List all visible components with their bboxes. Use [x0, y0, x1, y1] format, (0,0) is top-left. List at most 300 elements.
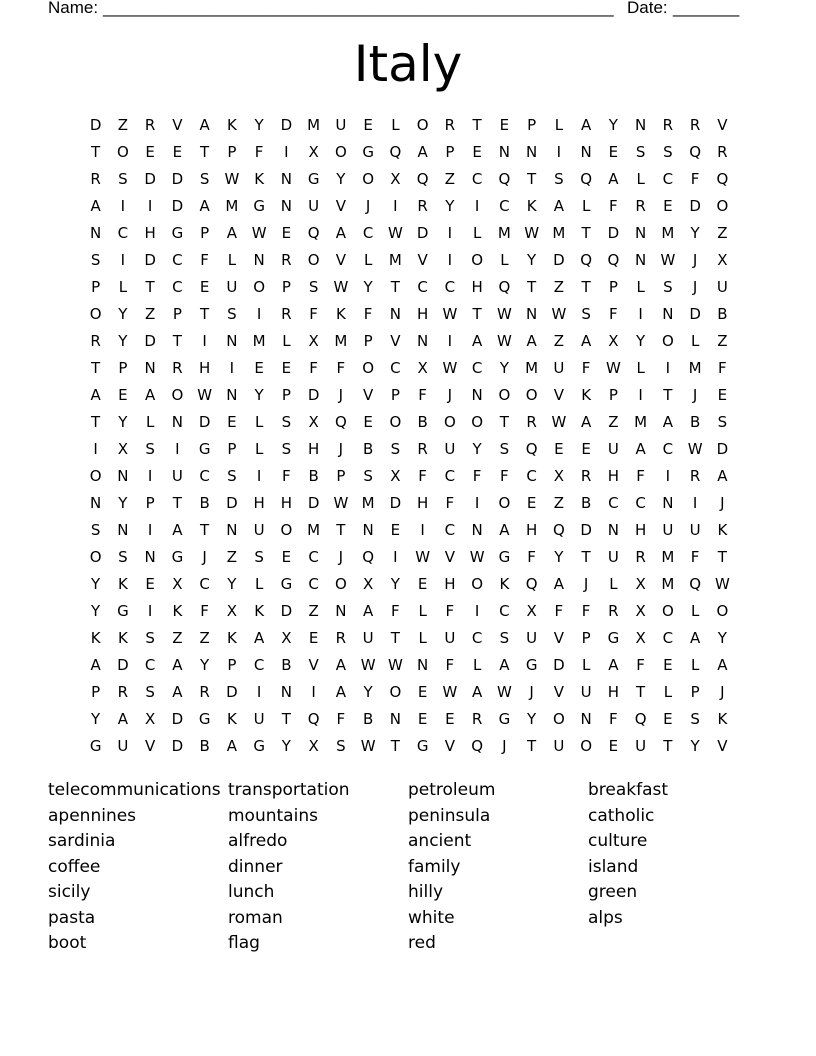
grid-letter: Z	[608, 413, 619, 431]
grid-row	[82, 355, 738, 382]
grid-letter: U	[689, 521, 701, 539]
grid-letter: D	[89, 116, 102, 134]
grid-letter: N	[144, 548, 156, 566]
grid-letter: A	[172, 521, 183, 539]
grid-letter: G	[198, 710, 211, 728]
grid-letter: B	[717, 305, 728, 323]
grid-letter: F	[445, 494, 455, 512]
grid-letter: X	[172, 575, 183, 593]
grid-letter: M	[661, 575, 675, 593]
grid-letter: O	[661, 332, 674, 350]
grid-row	[82, 166, 738, 193]
grid-letter: R	[199, 683, 210, 701]
grid-row	[82, 112, 738, 139]
grid-letter: X	[362, 575, 374, 593]
grid-letter: P	[281, 386, 291, 404]
grid-letter: E	[717, 386, 728, 404]
grid-letter: R	[335, 629, 347, 647]
grid-letter: M	[252, 332, 266, 350]
grid-letter: L	[418, 602, 427, 620]
grid-letter: N	[662, 305, 674, 323]
grid-letter: O	[362, 359, 375, 377]
grid-letter: W	[714, 575, 730, 593]
grid-letter: U	[526, 629, 538, 647]
grid-letter: C	[471, 170, 483, 188]
grid-letter: X	[308, 143, 319, 161]
grid-letter: F	[581, 359, 591, 377]
grid-letter: E	[417, 683, 428, 701]
name-label: Name:	[48, 0, 99, 17]
grid-letter: V	[390, 332, 401, 350]
grid-letter: E	[281, 548, 292, 566]
word-bank-column	[48, 778, 228, 957]
grid-letter: J	[583, 575, 589, 593]
grid-letter: K	[335, 305, 346, 323]
grid-letter: N	[144, 359, 156, 377]
grid-letter: L	[663, 683, 673, 701]
grid-letter: M	[661, 548, 675, 566]
grid-letter: Y	[690, 737, 700, 755]
grid-letter: U	[117, 737, 129, 755]
grid-letter: L	[282, 332, 291, 350]
grid-letter: E	[363, 413, 373, 431]
grid-letter: G	[307, 170, 320, 188]
grid-letter: S	[554, 170, 564, 188]
grid-letter: O	[716, 602, 729, 620]
grid-letter: W	[251, 224, 267, 242]
grid-letter: E	[227, 413, 237, 431]
grid-letter: J	[720, 494, 725, 512]
grid-letter: N	[117, 521, 129, 539]
grid-letter: G	[362, 143, 374, 161]
grid-letter: E	[281, 224, 292, 242]
grid-letter: N	[253, 251, 265, 269]
grid-letter: S	[663, 278, 673, 296]
grid-letter: I	[229, 359, 235, 377]
grid-letter: W	[660, 251, 676, 269]
grid-letter: O	[334, 143, 347, 161]
grid-row	[82, 220, 738, 247]
grid-row	[82, 436, 738, 463]
grid-row	[82, 328, 738, 355]
grid-letter: P	[227, 656, 237, 674]
grid-letter: A	[335, 224, 346, 242]
grid-letter: C	[662, 629, 674, 647]
grid-letter: I	[202, 332, 207, 350]
grid-letter: F	[282, 467, 291, 485]
grid-letter: K	[172, 602, 183, 620]
grid-letter: J	[692, 251, 698, 269]
grid-letter: P	[172, 305, 182, 323]
grid-letter: C	[662, 440, 674, 458]
word-bank-item: ancient	[408, 831, 472, 851]
grid-letter: Y	[363, 683, 373, 701]
grid-letter: W	[551, 305, 567, 323]
grid-letter: Z	[553, 332, 565, 350]
grid-letter: A	[144, 386, 156, 404]
grid-letter: F	[309, 305, 318, 323]
grid-row	[82, 247, 738, 274]
grid-letter: G	[253, 737, 265, 755]
grid-letter: G	[171, 224, 184, 242]
grid-letter: N	[498, 143, 510, 161]
grid-row	[82, 679, 738, 706]
grid-letter: K	[226, 710, 237, 728]
grid-letter: A	[580, 413, 592, 431]
word-bank-item: hilly	[408, 882, 444, 902]
grid-letter: D	[171, 170, 184, 188]
grid-letter: F	[309, 359, 318, 377]
grid-letter: V	[335, 251, 346, 269]
grid-letter: Q	[689, 575, 702, 593]
grid-letter: Z	[308, 602, 319, 620]
grid-letter: V	[553, 386, 564, 404]
grid-letter: L	[418, 629, 427, 647]
grid-letter: Y	[499, 359, 509, 377]
grid-letter: Q	[307, 710, 320, 728]
grid-letter: L	[254, 440, 264, 458]
grid-letter: I	[147, 521, 153, 539]
grid-letter: V	[362, 386, 374, 404]
grid-row	[82, 517, 738, 544]
grid-letter: Z	[226, 548, 238, 566]
word-bank-item: pasta	[48, 907, 96, 928]
grid-letter: W	[224, 170, 240, 188]
grid-letter: L	[254, 413, 264, 431]
grid-letter: X	[635, 602, 646, 620]
word-bank-item: flag	[228, 933, 260, 953]
grid-letter: K	[90, 629, 101, 647]
grid-letter: O	[471, 575, 484, 593]
grid-letter: N	[280, 683, 292, 701]
word-bank-item: roman	[228, 907, 283, 928]
grid-letter: W	[496, 305, 512, 323]
grid-letter: I	[447, 224, 453, 242]
grid-letter: U	[226, 278, 238, 296]
grid-letter: R	[90, 170, 101, 188]
grid-letter: S	[663, 143, 673, 161]
grid-letter: J	[202, 548, 207, 566]
grid-letter: O	[498, 494, 511, 512]
grid-letter: M	[334, 332, 348, 350]
grid-letter: A	[499, 521, 510, 539]
grid-letter: S	[90, 251, 101, 269]
grid-letter: Q	[580, 170, 593, 188]
grid-row	[82, 544, 738, 571]
grid-letter: I	[120, 251, 126, 269]
worksheet-header	[48, 0, 748, 19]
grid-letter: A	[471, 683, 483, 701]
grid-letter: R	[635, 548, 646, 566]
grid-letter: D	[226, 494, 238, 512]
grid-letter: Y	[636, 332, 646, 350]
grid-letter: E	[445, 710, 455, 728]
grid-letter: X	[281, 629, 292, 647]
grid-letter: L	[363, 251, 373, 269]
grid-letter: A	[553, 197, 564, 215]
grid-letter: P	[608, 386, 618, 404]
grid-letter: I	[284, 143, 289, 161]
grid-letter: G	[253, 197, 265, 215]
grid-letter: V	[417, 251, 428, 269]
grid-letter: N	[417, 656, 429, 674]
grid-letter: C	[117, 224, 129, 242]
grid-letter: E	[663, 197, 673, 215]
grid-letter: P	[336, 467, 346, 485]
grid-letter: E	[663, 656, 673, 674]
word-bank-item: breakfast	[588, 780, 669, 800]
grid-letter: C	[444, 521, 456, 539]
grid-letter: W	[496, 683, 512, 701]
grid-letter: Q	[498, 278, 511, 296]
grid-letter: P	[390, 386, 400, 404]
grid-letter: W	[551, 413, 567, 431]
grid-letter: I	[474, 197, 480, 215]
grid-letter: Q	[334, 413, 347, 431]
grid-letter: S	[499, 440, 510, 458]
grid-letter: S	[717, 413, 728, 431]
grid-letter: W	[197, 386, 213, 404]
grid-letter: S	[690, 710, 700, 728]
grid-letter: H	[607, 467, 620, 485]
grid-letter: N	[471, 521, 483, 539]
grid-letter: W	[496, 332, 512, 350]
grid-letter: T	[91, 143, 101, 161]
grid-letter: R	[172, 359, 183, 377]
grid-letter: S	[145, 629, 155, 647]
grid-letter: O	[171, 386, 184, 404]
grid-letter: F	[445, 602, 455, 620]
grid-letter: K	[717, 521, 728, 539]
grid-letter: D	[689, 197, 701, 215]
grid-letter: U	[607, 440, 619, 458]
grid-letter: Y	[717, 629, 727, 647]
grid-letter: A	[580, 332, 592, 350]
grid-row	[82, 652, 738, 679]
grid-letter: W	[469, 548, 485, 566]
grid-letter: I	[692, 494, 698, 512]
grid-letter: T	[145, 278, 155, 296]
grid-letter: N	[580, 710, 592, 728]
grid-letter: F	[609, 305, 618, 323]
grid-letter: A	[635, 440, 646, 458]
grid-letter: A	[526, 332, 537, 350]
grid-letter: A	[199, 116, 210, 134]
grid-letter: D	[689, 305, 701, 323]
grid-letter: U	[716, 278, 728, 296]
grid-row	[82, 733, 738, 760]
grid-letter: L	[254, 575, 264, 593]
grid-letter: W	[333, 278, 349, 296]
grid-letter: C	[499, 197, 510, 215]
grid-letter: E	[472, 143, 482, 161]
grid-letter: T	[663, 386, 673, 404]
grid-letter: W	[360, 656, 376, 674]
grid-letter: F	[254, 143, 264, 161]
grid-letter: P	[363, 332, 373, 350]
grid-letter: A	[499, 656, 510, 674]
grid-letter: R	[717, 143, 728, 161]
grid-letter: N	[471, 386, 483, 404]
grid-letter: N	[526, 143, 538, 161]
grid-letter: N	[226, 332, 238, 350]
grid-letter: I	[256, 305, 262, 323]
grid-letter: B	[308, 467, 319, 485]
grid-letter: N	[362, 521, 374, 539]
grid-letter: W	[442, 683, 458, 701]
grid-letter: A	[172, 656, 183, 674]
grid-letter: T	[336, 521, 346, 539]
grid-letter: T	[172, 332, 182, 350]
grid-letter: X	[553, 467, 565, 485]
grid-letter: W	[415, 548, 431, 566]
grid-letter: R	[689, 467, 701, 485]
grid-row	[82, 571, 738, 598]
grid-letter: F	[527, 548, 536, 566]
grid-row	[82, 463, 738, 490]
grid-letter: E	[499, 116, 510, 134]
grid-letter: H	[307, 440, 320, 458]
grid-letter: T	[200, 521, 210, 539]
grid-letter: L	[227, 251, 237, 269]
grid-letter: L	[636, 170, 645, 188]
grid-letter: F	[418, 386, 427, 404]
grid-letter: C	[172, 278, 183, 296]
grid-letter: W	[442, 305, 458, 323]
grid-letter: W	[442, 359, 458, 377]
grid-letter: T	[390, 737, 400, 755]
grid-letter: K	[254, 170, 265, 188]
grid-letter: P	[91, 683, 101, 701]
grid-letter: M	[307, 521, 321, 539]
grid-letter: W	[360, 737, 376, 755]
grid-letter: O	[416, 116, 429, 134]
grid-letter: S	[281, 440, 292, 458]
grid-letter: E	[172, 143, 183, 161]
grid-letter: I	[393, 548, 398, 566]
word-bank-column	[228, 778, 408, 957]
grid-letter: L	[472, 656, 482, 674]
grid-letter: A	[199, 197, 210, 215]
grid-letter: J	[720, 683, 725, 701]
word-bank-item: culture	[588, 831, 648, 851]
grid-letter: D	[226, 683, 238, 701]
grid-letter: A	[90, 386, 101, 404]
grid-letter: T	[390, 278, 400, 296]
grid-letter: O	[471, 413, 484, 431]
grid-letter: Y	[91, 710, 101, 728]
grid-letter: A	[335, 656, 346, 674]
grid-letter: C	[526, 467, 537, 485]
grid-letter: D	[607, 224, 620, 242]
grid-letter: D	[144, 332, 156, 350]
grid-letter: H	[144, 224, 156, 242]
grid-letter: G	[498, 548, 511, 566]
grid-letter: R	[281, 305, 292, 323]
grid-letter: G	[198, 440, 211, 458]
grid-letter: C	[471, 629, 483, 647]
page-title: Italy	[353, 35, 463, 93]
grid-letter: T	[581, 278, 591, 296]
grid-letter: D	[280, 602, 293, 620]
grid-letter: Z	[199, 629, 210, 647]
grid-letter: N	[662, 494, 674, 512]
grid-letter: R	[144, 116, 156, 134]
grid-letter: K	[581, 386, 592, 404]
grid-letter: V	[335, 197, 346, 215]
grid-letter: L	[581, 656, 591, 674]
grid-letter: I	[256, 467, 262, 485]
grid-letter: K	[226, 116, 237, 134]
grid-letter: Y	[690, 224, 700, 242]
grid-letter: P	[690, 683, 700, 701]
grid-letter: L	[472, 224, 482, 242]
grid-letter: G	[171, 548, 184, 566]
grid-letter: L	[118, 278, 128, 296]
grid-letter: I	[474, 602, 480, 620]
grid-letter: U	[607, 548, 619, 566]
grid-letter: L	[500, 251, 509, 269]
grid-letter: N	[90, 494, 102, 512]
grid-letter: Z	[117, 116, 129, 134]
grid-letter: A	[580, 116, 592, 134]
grid-letter: I	[638, 386, 643, 404]
grid-letter: O	[116, 143, 129, 161]
word-bank-item: white	[408, 907, 455, 928]
word-bank-item: alfredo	[228, 831, 288, 851]
grid-letter: A	[90, 197, 101, 215]
grid-letter: R	[635, 197, 646, 215]
grid-letter: E	[417, 710, 428, 728]
grid-letter: B	[417, 413, 428, 431]
grid-letter: A	[172, 683, 183, 701]
grid-letter: Y	[118, 413, 128, 431]
grid-letter: X	[390, 170, 401, 188]
grid-letter: O	[307, 251, 320, 269]
grid-letter: N	[90, 224, 102, 242]
word-bank-item: dinner	[228, 856, 283, 877]
grid-letter: C	[444, 278, 456, 296]
grid-letter: S	[336, 737, 346, 755]
grid-letter: R	[281, 251, 292, 269]
grid-letter: C	[662, 170, 674, 188]
grid-letter: G	[280, 575, 293, 593]
grid-letter: G	[525, 656, 538, 674]
grid-letter: A	[117, 710, 128, 728]
grid-letter: S	[635, 143, 646, 161]
grid-letter: Y	[336, 170, 346, 188]
grid-letter: W	[524, 224, 540, 242]
grid-letter: K	[526, 197, 537, 215]
grid-letter: Z	[444, 170, 456, 188]
grid-letter: Z	[717, 332, 728, 350]
grid-letter: M	[688, 359, 702, 377]
grid-letter: C	[362, 224, 374, 242]
grid-letter: U	[171, 467, 183, 485]
grid-letter: I	[256, 683, 262, 701]
grid-letter: F	[391, 602, 400, 620]
grid-row	[82, 409, 738, 436]
grid-letter: O	[89, 305, 102, 323]
grid-letter: N	[635, 116, 647, 134]
grid-letter: E	[526, 494, 537, 512]
grid-letter: T	[281, 710, 291, 728]
grid-letter: Y	[445, 197, 455, 215]
grid-letter: I	[420, 521, 425, 539]
grid-letter: E	[199, 278, 210, 296]
grid-letter: N	[417, 332, 429, 350]
grid-letter: T	[717, 548, 727, 566]
